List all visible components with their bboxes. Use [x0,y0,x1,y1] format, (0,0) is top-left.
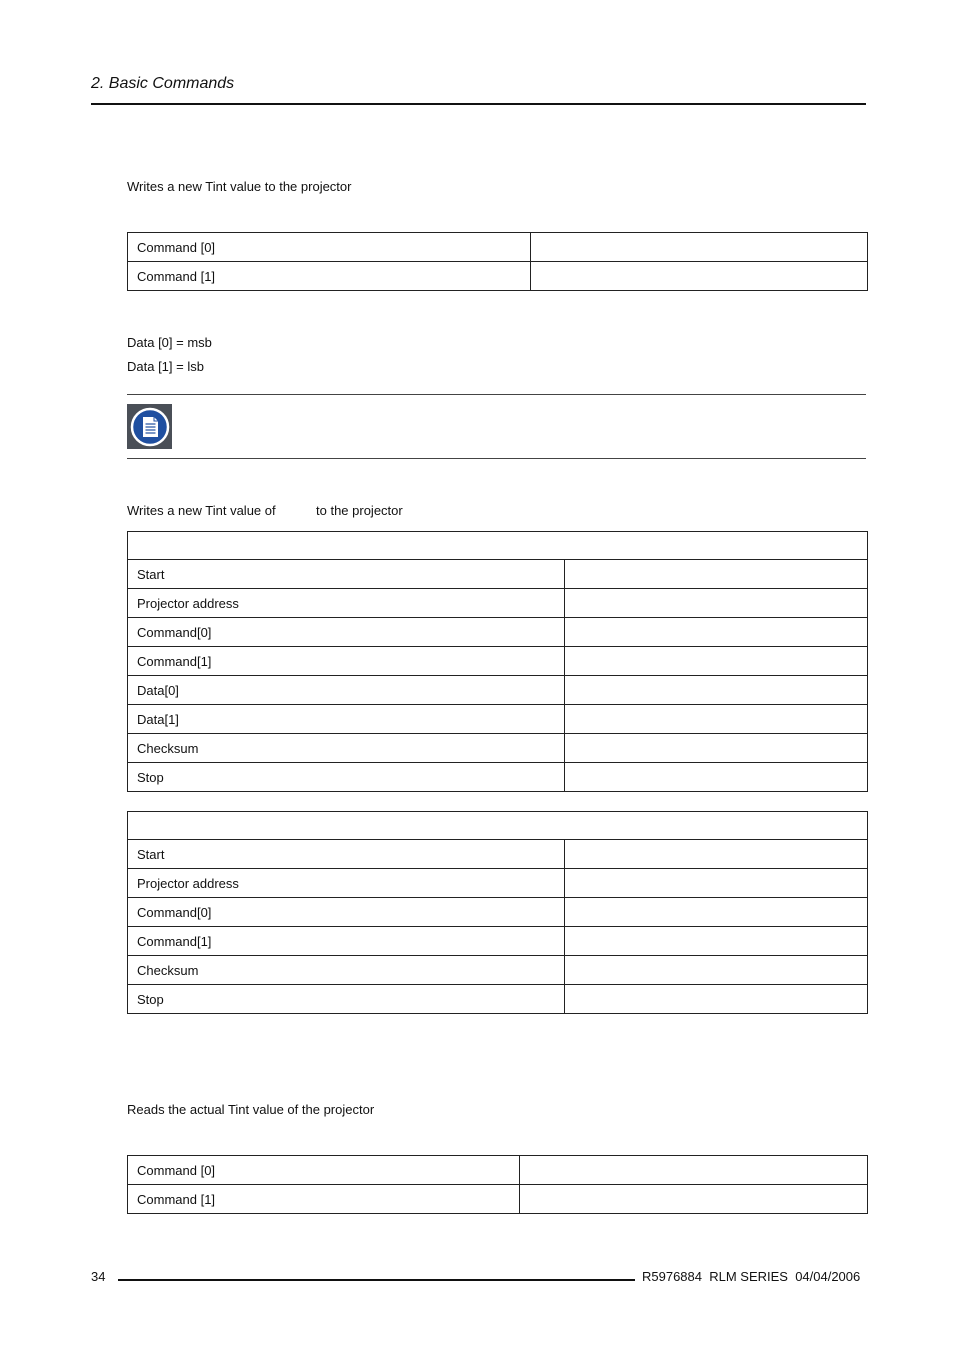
cell-label: Command[1] [128,927,565,956]
cell-value [520,1185,868,1214]
data-line-msb: Data [0] = msb [127,335,212,350]
cell-value [565,869,868,898]
cell-label: Checksum [128,956,565,985]
table-row [128,560,868,589]
cell-value [565,840,868,869]
note-bottom-divider [127,458,866,459]
cell-label: Start [128,560,565,589]
footer-page-number: 34 [91,1269,106,1284]
header-divider [91,103,866,105]
cell-label: Command [1] [128,1185,520,1214]
cell-value [565,734,868,763]
cell-label: Command [1] [128,262,531,291]
section2-command-table [127,1155,868,1214]
table-row [128,898,868,927]
cell-value [565,763,868,792]
cell-label: Data[1] [128,705,565,734]
cell-label: Stop [128,763,565,792]
table-row [128,676,868,705]
table-row [128,840,868,869]
cell-value [565,705,868,734]
cell-label: Command [0] [128,1156,520,1185]
cell-label: Command[0] [128,898,565,927]
cell-value [565,647,868,676]
cell-value [565,898,868,927]
cell-label: Projector address [128,869,565,898]
table-row [128,763,868,792]
cell-label: Command[1] [128,647,565,676]
table-header-cell [128,812,868,840]
data-line-lsb: Data [1] = lsb [127,359,204,374]
cell-label: Data[0] [128,676,565,705]
page-header-title: 2. Basic Commands [91,75,235,92]
cell-label: Checksum [128,734,565,763]
table-row [128,956,868,985]
cell-value [565,927,868,956]
table-row [128,1156,868,1185]
cell-label: Projector address [128,589,565,618]
cell-label: Command[0] [128,618,565,647]
cell-value [565,618,868,647]
table-header-cell [128,532,868,560]
cell-value [565,985,868,1014]
table-row [128,869,868,898]
section1-command-table [127,232,868,291]
table-row [128,618,868,647]
table-row [128,734,868,763]
cell-value [565,560,868,589]
note-top-divider [127,394,866,395]
table-row [128,927,868,956]
section2-description: Reads the actual Tint value of the projector [127,1102,375,1117]
cell-label: Command [0] [128,233,531,262]
table-row [128,985,868,1014]
table-row [128,1185,868,1214]
footer-document-info: R5976884 RLM SERIES 04/04/2006 [642,1269,861,1284]
table-row [128,233,868,262]
cell-value [520,1156,868,1185]
cell-value [531,262,868,291]
table-row [128,647,868,676]
acknowledge-table [127,811,868,1014]
section1-description: Writes a new Tint value to the projector [127,179,352,194]
table-header-row [128,532,868,560]
cell-value [565,589,868,618]
footer-divider [118,1279,635,1281]
note-document-icon [127,404,172,449]
cell-value [531,233,868,262]
example-description-prefix: Writes a new Tint value of [127,503,276,518]
send-data-table [127,531,868,792]
table-row [128,262,868,291]
cell-label: Start [128,840,565,869]
cell-label: Stop [128,985,565,1014]
table-header-row [128,812,868,840]
cell-value [565,676,868,705]
table-row [128,589,868,618]
example-description-suffix: to the projector [316,503,403,518]
cell-value [565,956,868,985]
table-row [128,705,868,734]
